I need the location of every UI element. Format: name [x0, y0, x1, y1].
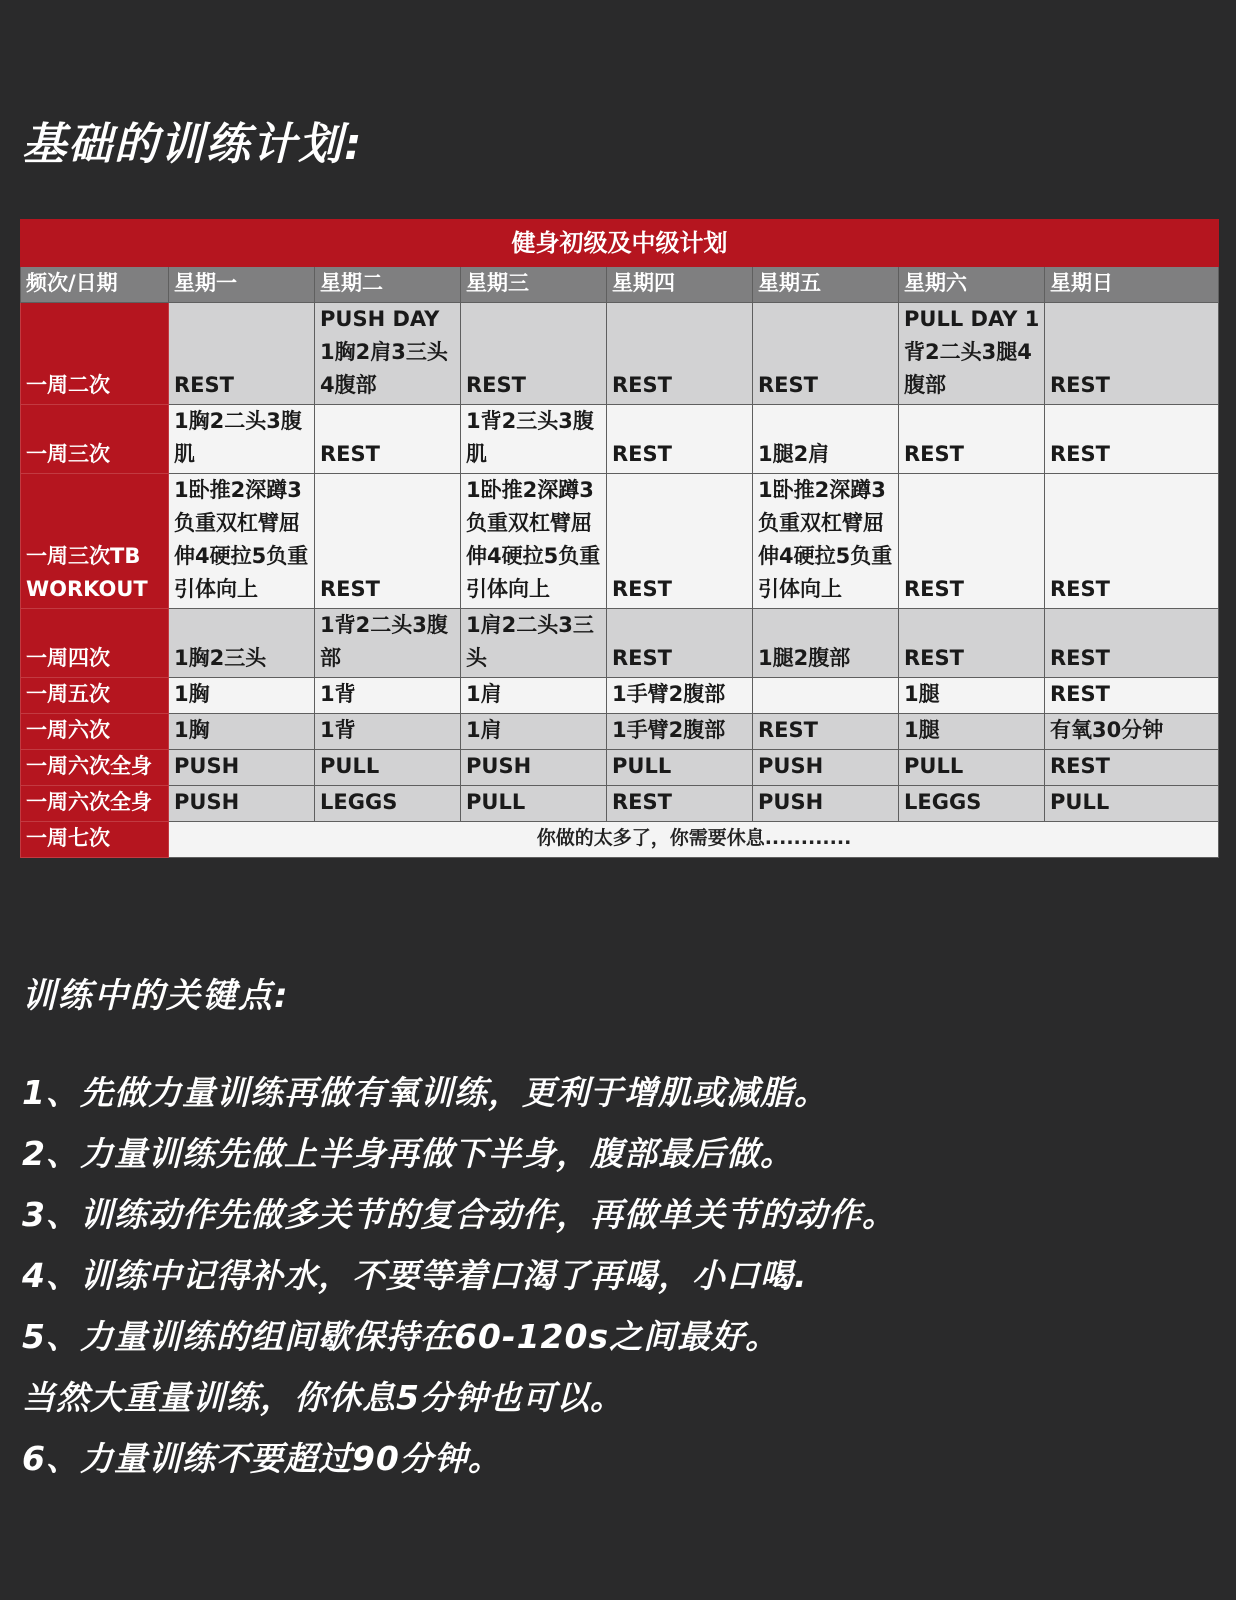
table-cell: 1背	[315, 714, 461, 750]
table-cell: LEGGS	[315, 786, 461, 822]
table-row	[21, 609, 1219, 678]
header-cell-thursday: 星期四	[607, 267, 753, 303]
table-cell: LEGGS	[899, 786, 1045, 822]
table-row	[21, 474, 1219, 609]
table-cell: 1肩	[461, 678, 607, 714]
table-cell: 1肩2二头3三头	[461, 609, 607, 678]
table-cell: 1胸	[169, 714, 315, 750]
table-caption: 健身初级及中级计划	[21, 220, 1219, 267]
table-cell: PULL	[315, 750, 461, 786]
table-cell: REST	[1045, 750, 1219, 786]
frequency-cell: 一周四次	[21, 609, 169, 678]
table-cell: 1腿	[899, 714, 1045, 750]
table-cell: PUSH	[169, 786, 315, 822]
table-cell: 1腿2肩	[753, 405, 899, 474]
table-cell: REST	[315, 405, 461, 474]
table-cell: PUSH	[169, 750, 315, 786]
table-cell: 1腿	[899, 678, 1045, 714]
table-cell: 1胸	[169, 678, 315, 714]
table-cell: REST	[753, 303, 899, 405]
table-cell: PUSH	[753, 750, 899, 786]
page-title: 基础的训练计划:	[22, 119, 364, 170]
table-cell: 1手臂2腹部	[607, 714, 753, 750]
table-row	[21, 786, 1219, 822]
table-row	[21, 303, 1219, 405]
table-cell: 1背2三头3腹肌	[461, 405, 607, 474]
table-cell: 1胸2三头	[169, 609, 315, 678]
table-cell: 1背2二头3腹部	[315, 609, 461, 678]
key-point: 5、力量训练的组间歇保持在60-120s之间最好。	[22, 1317, 780, 1356]
table-cell: PUSH DAY 1胸2肩3三头4腹部	[315, 303, 461, 405]
table-cell: REST	[461, 303, 607, 405]
header-cell-frequency: 频次/日期	[21, 267, 169, 303]
table-cell: REST	[753, 714, 899, 750]
table-cell: REST	[607, 609, 753, 678]
frequency-cell: 一周三次	[21, 405, 169, 474]
table-cell: PULL	[607, 750, 753, 786]
frequency-cell: 一周二次	[21, 303, 169, 405]
key-points-list	[22, 1062, 896, 1489]
key-point: 当然大重量训练，你休息5分钟也可以。	[22, 1378, 624, 1417]
table-cell: 1手臂2腹部	[607, 678, 753, 714]
table-cell: REST	[899, 405, 1045, 474]
table-cell: 1卧推2深蹲3负重双杠臂屈伸4硬拉5负重引体向上	[753, 474, 899, 609]
table-cell: REST	[1045, 678, 1219, 714]
header-cell-sunday: 星期日	[1045, 267, 1219, 303]
key-points-title: 训练中的关键点:	[22, 976, 290, 1016]
table-header-row	[21, 267, 1219, 303]
table-cell: REST	[899, 609, 1045, 678]
table-cell: REST	[1045, 609, 1219, 678]
frequency-cell: 一周六次	[21, 714, 169, 750]
table-cell: 1卧推2深蹲3负重双杠臂屈伸4硬拉5负重引体向上	[461, 474, 607, 609]
table-cell: 1胸2二头3腹肌	[169, 405, 315, 474]
header-cell-wednesday: 星期三	[461, 267, 607, 303]
table-cell: 1肩	[461, 714, 607, 750]
table-row	[21, 750, 1219, 786]
table-cell: REST	[315, 474, 461, 609]
table-cell	[753, 678, 899, 714]
key-point: 1、先做力量训练再做有氧训练，更利于增肌或减脂。	[22, 1073, 828, 1112]
table-cell: REST	[1045, 405, 1219, 474]
table-cell: PULL	[899, 750, 1045, 786]
table-cell: 1背	[315, 678, 461, 714]
frequency-cell: 一周六次全身	[21, 786, 169, 822]
rest-note-cell: 你做的太多了，你需要休息............	[169, 822, 1219, 858]
table-cell: PULL	[1045, 786, 1219, 822]
table-cell: REST	[607, 786, 753, 822]
table-cell: PUSH	[461, 750, 607, 786]
table-cell: REST	[1045, 474, 1219, 609]
table-cell: REST	[607, 405, 753, 474]
table-cell: PUSH	[753, 786, 899, 822]
table-row	[21, 714, 1219, 750]
header-cell-tuesday: 星期二	[315, 267, 461, 303]
key-point: 2、力量训练先做上半身再做下半身，腹部最后做。	[22, 1134, 794, 1173]
table-cell: REST	[607, 474, 753, 609]
frequency-cell: 一周六次全身	[21, 750, 169, 786]
frequency-cell: 一周五次	[21, 678, 169, 714]
table-cell: REST	[169, 303, 315, 405]
training-plan-table	[20, 219, 1219, 858]
table-cell: 有氧30分钟	[1045, 714, 1219, 750]
key-point: 6、力量训练不要超过90分钟。	[22, 1439, 502, 1478]
frequency-cell: 一周七次	[21, 822, 169, 858]
header-cell-friday: 星期五	[753, 267, 899, 303]
header-cell-saturday: 星期六	[899, 267, 1045, 303]
table-cell: 1卧推2深蹲3负重双杠臂屈伸4硬拉5负重引体向上	[169, 474, 315, 609]
table-cell: REST	[899, 474, 1045, 609]
table-row	[21, 405, 1219, 474]
table-cell: REST	[607, 303, 753, 405]
key-point: 4、训练中记得补水，不要等着口渴了再喝，小口喝.	[22, 1256, 808, 1295]
table-cell: REST	[1045, 303, 1219, 405]
table-row	[21, 678, 1219, 714]
table-cell: PULL	[461, 786, 607, 822]
table-row	[21, 822, 1219, 858]
table-cell: PULL DAY 1背2二头3腿4腹部	[899, 303, 1045, 405]
frequency-cell: 一周三次TB WORKOUT	[21, 474, 169, 609]
key-point: 3、训练动作先做多关节的复合动作，再做单关节的动作。	[22, 1195, 896, 1234]
header-cell-monday: 星期一	[169, 267, 315, 303]
table-cell: 1腿2腹部	[753, 609, 899, 678]
